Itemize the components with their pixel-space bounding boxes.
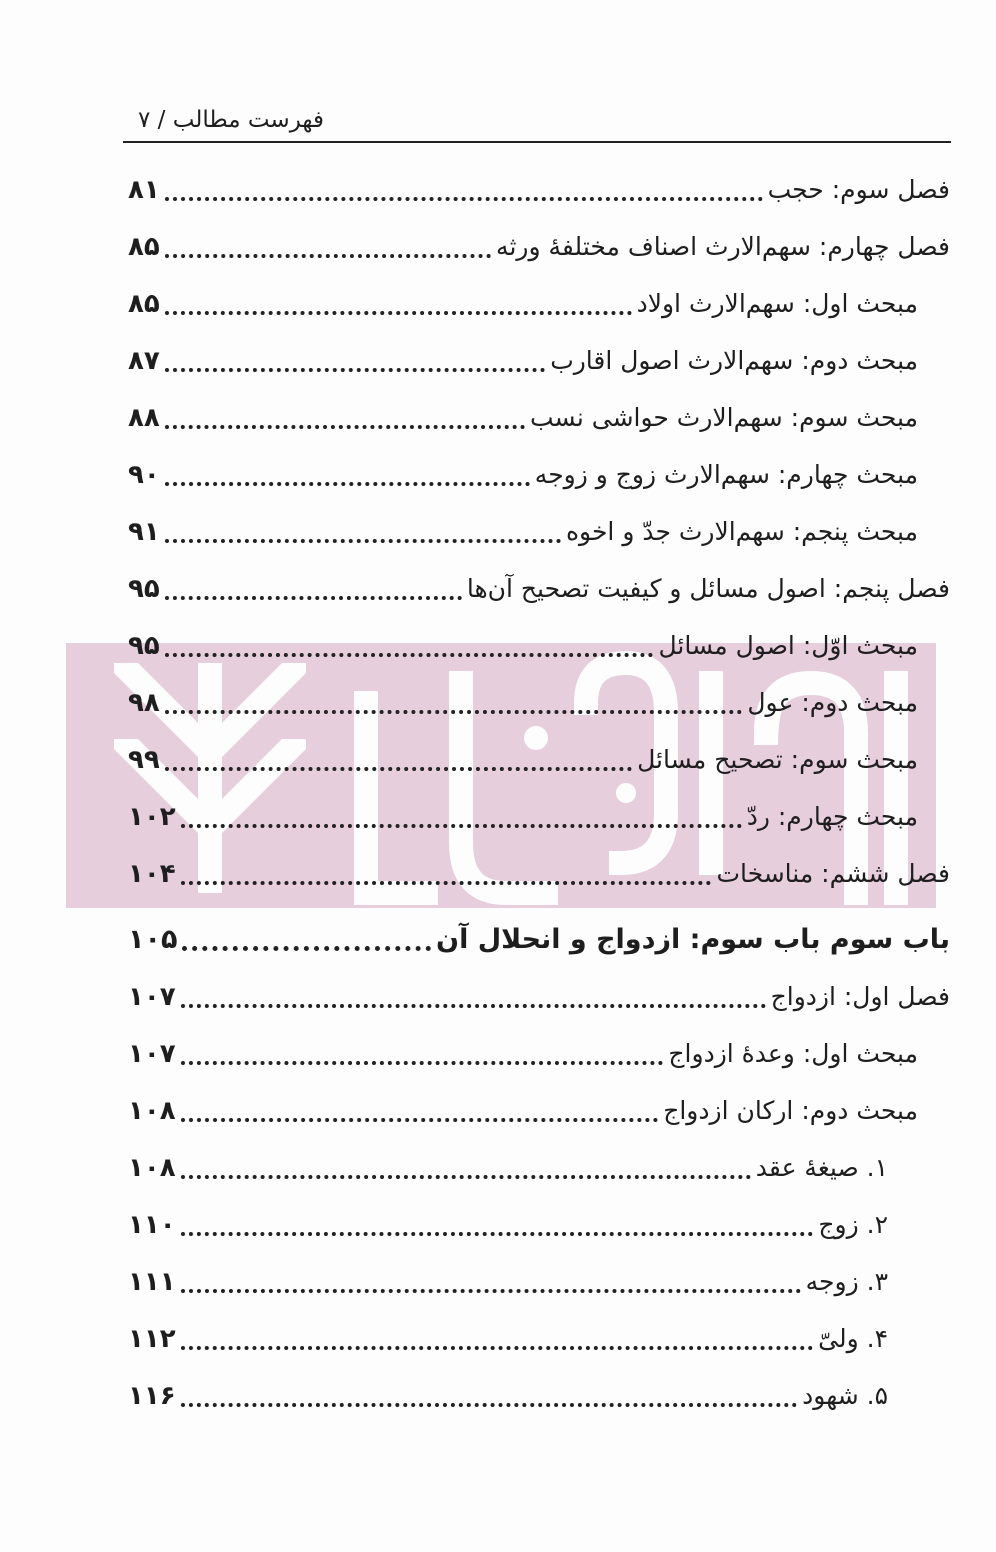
toc-page-number: ۹۵ bbox=[128, 631, 160, 661]
toc-entry bbox=[128, 1315, 888, 1359]
toc-entry bbox=[128, 1144, 888, 1188]
dot-leader bbox=[165, 767, 632, 771]
toc-entry bbox=[128, 1372, 888, 1416]
toc-entry bbox=[128, 166, 950, 210]
dot-leader bbox=[181, 1403, 798, 1407]
toc-entry-title: ۵. شهود bbox=[802, 1381, 888, 1410]
toc-entry bbox=[128, 1201, 888, 1245]
dot-leader bbox=[181, 1232, 814, 1236]
toc-page-number: ۱۰۷ bbox=[128, 1039, 176, 1069]
toc-entry bbox=[128, 565, 950, 609]
toc-entry bbox=[128, 793, 918, 837]
toc-entry-title: مبحث دوم: ارکان ازدواج bbox=[663, 1096, 918, 1125]
toc-entry bbox=[128, 1030, 918, 1074]
toc-entry-title: فصل ششم: مناسخات bbox=[716, 859, 950, 888]
toc-entry-title: ۴. ولیّ bbox=[818, 1324, 888, 1353]
dot-leader bbox=[165, 710, 743, 714]
toc-entry bbox=[128, 1258, 888, 1302]
toc-page-number: ۱۰۵ bbox=[128, 924, 178, 955]
toc-entry-title: فصل پنجم: اصول مسائل و کیفیت تصحیح آن‌ها bbox=[466, 574, 950, 603]
toc-entry-title: فصل چهارم: سهم‌الارث اصناف مختلفهٔ ورثه bbox=[496, 232, 950, 261]
toc-entry-title: مبحث چهارم: ردّ bbox=[746, 802, 918, 831]
toc-page-number: ۱۱۶ bbox=[128, 1381, 176, 1411]
toc-page-number: ۹۹ bbox=[128, 745, 160, 775]
toc-entry-title: فصل سوم: حجب bbox=[767, 175, 950, 204]
toc-page-number: ۸۵ bbox=[128, 232, 160, 262]
toc-page-number: ۹۸ bbox=[128, 688, 160, 718]
toc-page-number: ۸۸ bbox=[128, 403, 160, 433]
dot-leader bbox=[181, 824, 742, 828]
dot-leader bbox=[165, 254, 491, 258]
toc-entry bbox=[128, 508, 918, 552]
toc-page-number: ۱۱۲ bbox=[128, 1324, 176, 1354]
toc-entry-title: ۱. صیغهٔ عقد bbox=[755, 1153, 888, 1182]
toc-entry bbox=[128, 679, 918, 723]
toc-entry bbox=[128, 973, 950, 1017]
toc-entry-title: مبحث دوم: سهم‌الارث اصول اقارب bbox=[550, 346, 918, 375]
toc-entry-title: مبحث اول: سهم‌الارث اولاد bbox=[636, 289, 918, 318]
dot-leader bbox=[181, 881, 712, 885]
toc-page-number: ۸۷ bbox=[128, 346, 160, 376]
toc-entry bbox=[128, 850, 950, 894]
toc-entry bbox=[128, 223, 950, 267]
dot-leader bbox=[165, 197, 763, 201]
toc-page-number: ۹۵ bbox=[128, 574, 160, 604]
dot-leader bbox=[182, 946, 431, 951]
toc-entry-title: مبحث دوم: عول bbox=[747, 688, 918, 717]
toc-page-number: ۱۰۴ bbox=[128, 859, 176, 889]
toc-entry-title: فصل اول: ازدواج bbox=[770, 982, 950, 1011]
toc-entry bbox=[128, 337, 918, 381]
dot-leader bbox=[165, 596, 462, 600]
dot-leader bbox=[181, 1289, 801, 1293]
toc-entry-title: مبحث سوم: سهم‌الارث حواشی نسب bbox=[529, 403, 918, 432]
toc-entry-title: باب سوم باب سوم: ازدواج و انحلال آن bbox=[436, 924, 950, 955]
dot-leader bbox=[165, 482, 530, 486]
toc-entry bbox=[128, 394, 918, 438]
dot-leader bbox=[165, 368, 545, 372]
toc-page-number: ۸۵ bbox=[128, 289, 160, 319]
toc-entry-title: مبحث چهارم: سهم‌الارث زوج و زوجه bbox=[534, 460, 918, 489]
toc-entry bbox=[128, 916, 950, 960]
toc-entry-title: مبحث پنجم: سهم‌الارث جدّ و اخوه bbox=[565, 517, 918, 546]
toc-page-number: ۱۰۷ bbox=[128, 982, 176, 1012]
toc-entry bbox=[128, 280, 918, 324]
toc-page-number: ۸۱ bbox=[128, 175, 160, 205]
toc-entry bbox=[128, 451, 918, 495]
dot-leader bbox=[181, 1004, 766, 1008]
toc-entry bbox=[128, 1087, 918, 1131]
toc-page-number: ۹۰ bbox=[128, 460, 160, 490]
toc-entry-title: ۲. زوج bbox=[818, 1210, 888, 1239]
toc-entry-title: ۳. زوجه bbox=[805, 1267, 888, 1296]
toc-entry-title: مبحث سوم: تصحیح مسائل bbox=[637, 745, 918, 774]
toc-page-number: ۹۱ bbox=[128, 517, 160, 547]
toc-entry-title: مبحث اوّل: اصول مسائل bbox=[658, 631, 918, 660]
toc-page-number: ۱۰۲ bbox=[128, 802, 176, 832]
dot-leader bbox=[181, 1346, 814, 1350]
toc-page-number: ۱۰۸ bbox=[128, 1096, 176, 1126]
dot-leader bbox=[181, 1175, 751, 1179]
dot-leader bbox=[165, 311, 632, 315]
toc-entry bbox=[128, 736, 918, 780]
dot-leader bbox=[165, 425, 525, 429]
dot-leader bbox=[165, 653, 654, 657]
dot-leader bbox=[165, 539, 561, 543]
running-header: فهرست مطالب / ۷ bbox=[138, 107, 324, 133]
toc-page-number: ۱۰۸ bbox=[128, 1153, 176, 1183]
dot-leader bbox=[181, 1118, 659, 1122]
toc-page-number: ۱۱۱ bbox=[128, 1267, 176, 1297]
dot-leader bbox=[181, 1061, 664, 1065]
toc-entry-title: مبحث اول: وعدهٔ ازدواج bbox=[668, 1039, 918, 1068]
toc-entry bbox=[128, 622, 918, 666]
toc-page-number: ۱۱۰ bbox=[128, 1210, 176, 1240]
